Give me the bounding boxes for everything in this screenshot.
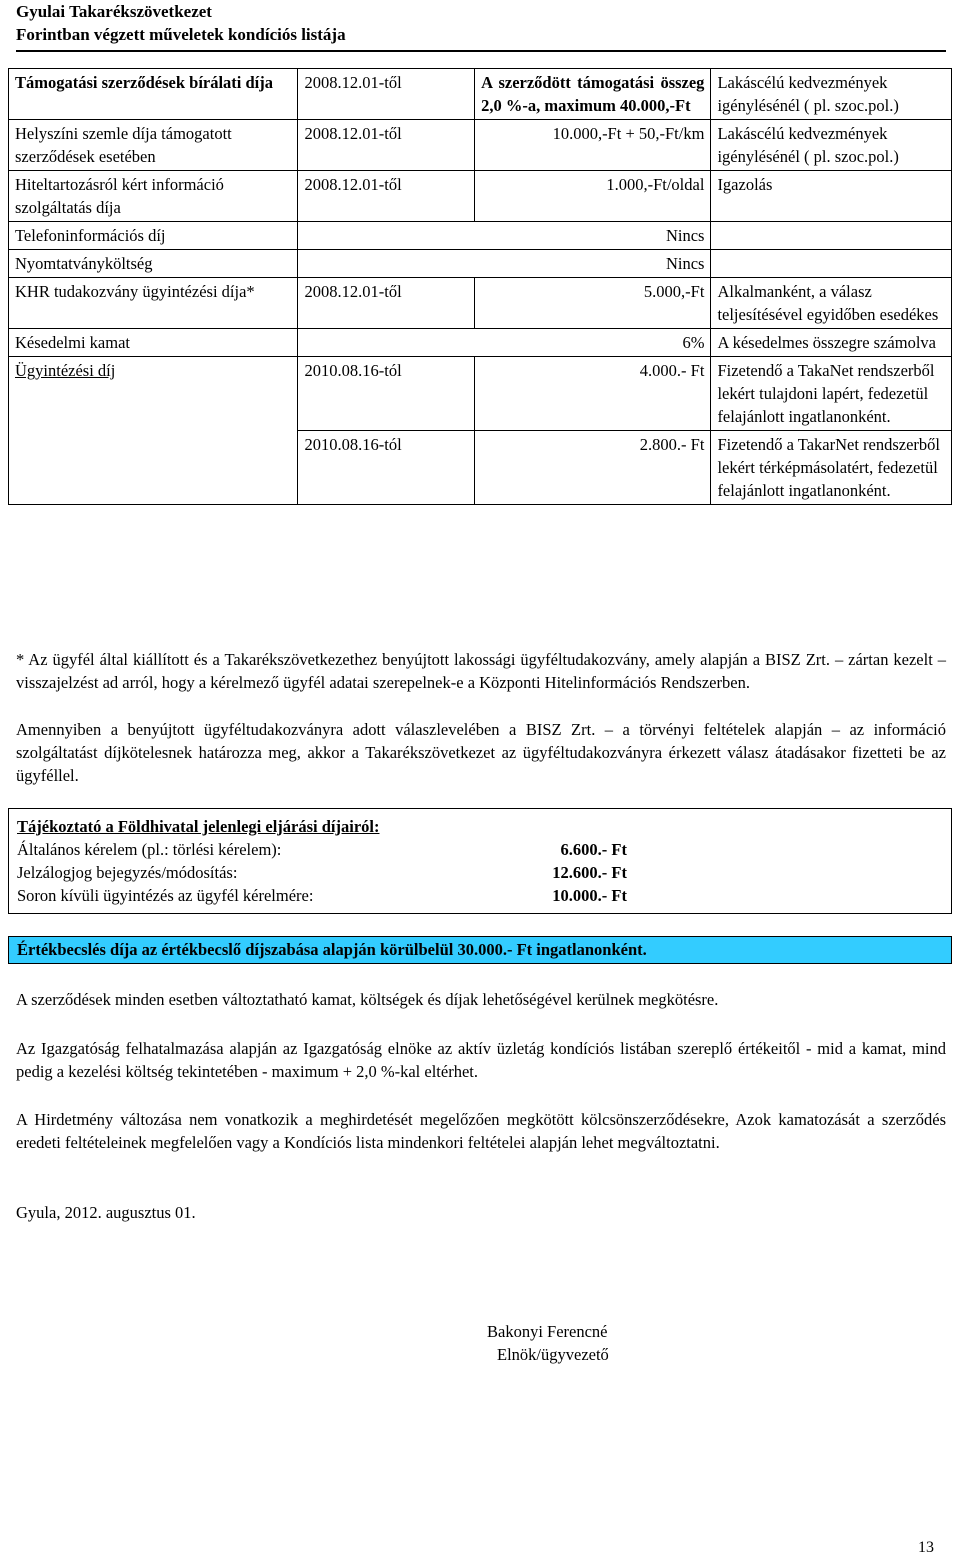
list-item: [17, 884, 943, 907]
fee-date: 2010.08.16-tól: [298, 431, 475, 505]
fee-date: 2008.12.01-től: [298, 278, 475, 329]
place-date: Gyula, 2012. augusztus 01.: [16, 1203, 196, 1222]
list-item: [17, 838, 943, 861]
list-item: [17, 861, 943, 884]
fee-name: Hiteltartozásról kért információ szolgáltatás díja: [9, 171, 298, 222]
footnote-khr: * Az ügyfél által kiállított és a Takarékszövetkezethez benyújtott lakossági ügyféltudakozvány, amely alapján a BISZ Zrt. – zártan kezelt – visszajelzést ad arról, hogy a kérelmező ügyfél adatai szerepelnek-e a Központi Hitelinformációs Rendszerben.: [16, 650, 946, 692]
land-fee-value: 12.600.- Ft: [552, 863, 627, 882]
fee-amount: A szerződött támogatási összeg 2,0 %-a, maximum 40.000,-Ft: [475, 69, 711, 120]
land-fee-value: 6.600.- Ft: [560, 840, 627, 859]
fee-note: Fizetendő a TakaNet rendszerből lekért tulajdoni lapért, fedezetül felajánlott ingatlanonként.: [711, 357, 952, 431]
land-fee-label: Soron kívüli ügyintézés az ügyfél kérelmére:: [17, 886, 314, 905]
fee-note: Lakáscélú kedvezmények igénylésénél ( pl. szoc.pol.): [711, 69, 952, 120]
table-row: [9, 69, 952, 120]
table-row: [9, 222, 952, 250]
table-row: [9, 357, 952, 431]
fee-date: 2008.12.01-től: [298, 120, 475, 171]
fee-name: Nyomtatványköltség: [9, 250, 298, 278]
fee-name: Telefoninformációs díj: [9, 222, 298, 250]
paragraph-board: Az Igazgatóság felhatalmazása alapján az Igazgatóság elnöke az aktív üzletág kondíciós listában szereplő értékeitől - mid a kamat, mind pedig a kezelési költség tekintetében - maximum + 2,0 %-kal eltérhet.: [16, 1039, 946, 1081]
fee-name: Ügyintézési díj: [9, 357, 298, 505]
fee-name: Késedelmi kamat: [9, 329, 298, 357]
paragraph-announcement: A Hirdetmény változása nem vonatkozik a meghirdetését megelőzően megkötött kölcsönszerződésekre, Azok kamatozását a szerződés eredeti feltételeinek megfelelően vagy a Kondíciós lista mindenkori feltételei alapján lehet megváltoztatni.: [16, 1110, 946, 1152]
fee-amount: 6%: [298, 329, 711, 357]
fee-note: Igazolás: [711, 171, 952, 222]
fee-note: Alkalmanként, a válasz teljesítésével egyidőben esedékes: [711, 278, 952, 329]
fee-amount: Nincs: [298, 250, 711, 278]
land-registry-title: Tájékoztató a Földhivatal jelenlegi eljárási díjairól:: [17, 817, 380, 836]
fee-amount: 10.000,-Ft + 50,-Ft/km: [475, 120, 711, 171]
signature-block: [487, 1320, 609, 1366]
footnote-bisz: Amennyiben a benyújtott ügyféltudakozványra adott válaszlevelében a BISZ Zrt. – a törvényi feltételek alapján – az információ szolgáltatást díjkötelesnek határozza meg, akkor a Takarékszövetkezet az ügyféltudakozványra érkezett válasz átadásakor fizetteti be az ügyféllel.: [16, 720, 946, 785]
fee-amount: 5.000,-Ft: [475, 278, 711, 329]
fees-table: [8, 68, 952, 505]
fee-note: A késedelmes összegre számolva: [711, 329, 952, 357]
document-subtitle: Forintban végzett műveletek kondíciós listája: [16, 25, 346, 44]
fee-amount: Nincs: [298, 222, 711, 250]
page-header: [16, 0, 346, 46]
fee-date: 2008.12.01-től: [298, 171, 475, 222]
table-row: [9, 250, 952, 278]
fee-amount: 4.000.- Ft: [475, 357, 711, 431]
fee-amount: 2.800.- Ft: [475, 431, 711, 505]
fee-date: 2008.12.01-től: [298, 69, 475, 120]
table-row: [9, 120, 952, 171]
fee-note: Fizetendő a TakarNet rendszerből lekért térképmásolatért, fedezetül felajánlott ingatlanonként.: [711, 431, 952, 505]
header-divider: [16, 50, 946, 52]
signatory-name: Bakonyi Ferencné: [487, 1322, 608, 1341]
table-row: [9, 278, 952, 329]
fee-name: Helyszíni szemle díja támogatott szerződések esetében: [9, 120, 298, 171]
bank-name: Gyulai Takarékszövetkezet: [16, 2, 212, 21]
fee-name: Támogatási szerződések bírálati díja: [9, 69, 298, 120]
land-registry-box: [8, 808, 952, 914]
paragraph-contracts: A szerződések minden esetben változtatható kamat, költségek és díjak lehetőségével kerülnek megkötésre.: [16, 990, 719, 1009]
fee-amount: 1.000,-Ft/oldal: [475, 171, 711, 222]
fee-note: Lakáscélú kedvezmények igénylésénél ( pl. szoc.pol.): [711, 120, 952, 171]
signatory-title: Elnök/ügyvezető: [497, 1345, 609, 1364]
page-number: 13: [918, 1539, 934, 1556]
fee-name: KHR tudakozvány ügyintézési díja*: [9, 278, 298, 329]
table-row: [9, 171, 952, 222]
fee-note: [711, 222, 952, 250]
land-fee-label: Jelzálogjog bejegyzés/módosítás:: [17, 863, 238, 882]
land-fee-value: 10.000.- Ft: [552, 886, 627, 905]
table-row: [9, 329, 952, 357]
fee-date: 2010.08.16-tól: [298, 357, 475, 431]
fee-note: [711, 250, 952, 278]
valuation-notice: Értékbecslés díja az értékbecslő díjszabása alapján körülbelül 30.000.- Ft ingatlanonként.: [8, 936, 952, 964]
land-fee-label: Általános kérelem (pl.: törlési kérelem):: [17, 840, 282, 859]
